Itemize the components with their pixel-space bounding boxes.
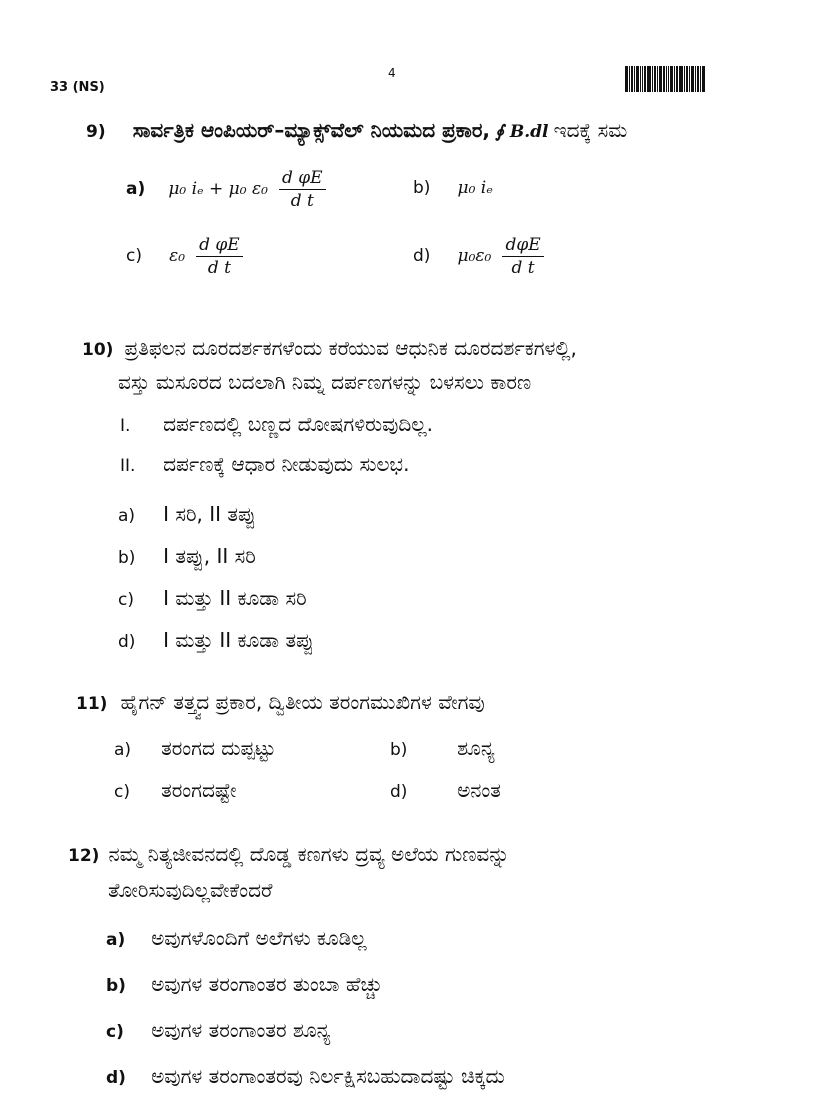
option-label: c) (118, 590, 134, 610)
formula-term: μ₀ iₑ (457, 178, 493, 198)
question-number: 12) (68, 846, 100, 866)
option-text: ಅವುಗಳ ತರಂಗಾಂತರ ತುಂಬಾ ಹೆಚ್ಚು (151, 972, 383, 996)
option-text: ಅನಂತ (457, 778, 501, 802)
question-12 (68, 842, 509, 866)
fraction (196, 235, 243, 278)
option-label: d) (390, 782, 408, 802)
fraction-numerator: d φE (279, 168, 326, 190)
option-9c (126, 235, 243, 278)
option-9a (126, 168, 326, 211)
formula-term: μ₀ε₀ (457, 246, 492, 266)
option-text: ಅವುಗಳೊಂದಿಗೆ ಅಲೆಗಳು ಕೂಡಿಲ್ಲ (151, 926, 367, 950)
integral-expression: ∮ B.dl (495, 122, 549, 142)
option-12d (106, 1064, 505, 1088)
question-number: 10) (82, 340, 114, 360)
barcode (625, 66, 740, 92)
option-label: b) (106, 976, 126, 996)
option-12a (106, 926, 367, 950)
option-label: b) (118, 548, 136, 568)
option-label: a) (126, 179, 146, 199)
fraction-denominator: d t (207, 258, 231, 278)
question-text: ಹೈಗನ್ ತತ್ತ್ವದ ಪ್ರಕಾರ, ದ್ವಿತೀಯ ತರಂಗಮುಖಿಗಳ ವೇಗವು (120, 690, 485, 714)
option-11c (114, 778, 236, 802)
question-10 (82, 336, 577, 360)
question-9 (86, 118, 627, 142)
option-10b (118, 544, 256, 568)
option-label: b) (413, 178, 431, 198)
question-11 (76, 690, 485, 714)
option-text: ತರಂಗದಷ್ಟೇ (161, 778, 237, 802)
option-label: c) (106, 1022, 124, 1042)
question-text-line2: ವಸ್ತು ಮಸೂರದ ಬದಲಾಗಿ ನಿಮ್ನ ದರ್ಪಣಗಳನ್ನು ಬಳಸಲು ಕಾರಣ (118, 370, 532, 394)
option-label: a) (106, 930, 126, 950)
formula-term: ε₀ (169, 246, 186, 266)
statement-2 (120, 452, 409, 476)
statement-label: II. (120, 456, 136, 476)
option-text: I ಮತ್ತು II ಕೂಡಾ ತಪ್ಪು (163, 628, 314, 652)
fraction-numerator: dφE (502, 235, 543, 257)
question-number: 11) (76, 694, 108, 714)
option-label: a) (114, 740, 132, 760)
fraction-denominator: d t (511, 258, 535, 278)
option-11b (390, 736, 495, 760)
option-10a (118, 502, 256, 526)
option-text: I ಮತ್ತು II ಕೂಡಾ ಸರಿ (163, 586, 307, 610)
statement-text: ದರ್ಪಣಕ್ಕೆ ಆಧಾರ ನೀಡುವುದು ಸುಲಭ. (163, 452, 410, 476)
option-label: a) (118, 506, 136, 526)
question-text-end: ಇದಕ್ಕೆ ಸಮ (553, 118, 628, 142)
option-12c (106, 1018, 331, 1042)
option-label: d) (106, 1068, 126, 1088)
option-text: ಅವುಗಳ ತರಂಗಾಂತರವು ನಿರ್ಲಕ್ಷಿಸಬಹುದಾದಷ್ಟು ಚಿಕ್ಕದು (151, 1064, 505, 1088)
fraction-denominator: d t (290, 191, 314, 211)
question-number: 9) (86, 122, 106, 142)
option-label: d) (118, 632, 136, 652)
option-text: I ತಪ್ಪು, II ಸರಿ (163, 544, 256, 568)
option-label: c) (114, 782, 130, 802)
option-10d (118, 628, 314, 652)
paper-code: 33 (NS) (50, 80, 105, 95)
option-text: ಶೂನ್ಯ (457, 736, 495, 760)
page-number: 4 (388, 66, 396, 80)
fraction (502, 235, 543, 278)
statement-1 (120, 412, 433, 436)
option-10c (118, 586, 307, 610)
option-11d (390, 778, 501, 802)
question-text-line1: ಪ್ರತಿಫಲನ ದೂರದರ್ಶಕಗಳೆಂದು ಕರೆಯುವ ಆಧುನಿಕ ದೂರದರ್ಶಕಗಳಲ್ಲಿ, (124, 336, 577, 360)
option-text: ಅವುಗಳ ತರಂಗಾಂತರ ಶೂನ್ಯ (151, 1018, 331, 1042)
option-12b (106, 972, 383, 996)
option-label: b) (390, 740, 408, 760)
formula-term: μ₀ iₑ + μ₀ ε₀ (168, 179, 268, 199)
statement-label: I. (120, 416, 131, 436)
option-text: I ಸರಿ, II ತಪ್ಪು (163, 502, 256, 526)
option-11a (114, 736, 276, 760)
option-9d (413, 235, 544, 278)
fraction-numerator: d φE (196, 235, 243, 257)
option-label: c) (126, 246, 142, 266)
option-label: d) (413, 246, 431, 266)
question-text-line1: ನಮ್ಮ ನಿತ್ಯಜೀವನದಲ್ಲಿ ದೊಡ್ಡ ಕಣಗಳು ದ್ರವ್ಯ ಅಲೆಯ ಗುಣವನ್ನು (108, 842, 510, 866)
question-text-line2: ತೋರಿಸುವುದಿಲ್ಲವೇಕೆಂದರೆ (108, 878, 273, 902)
question-text: ಸಾರ್ವತ್ರಿಕ ಆಂಪಿಯರ್–ಮ್ಯಾಕ್ಸ್‌ವೆಲ್ ನಿಯಮದ ಪ್ರಕಾರ, (132, 118, 491, 142)
option-text: ತರಂಗದ ದುಪ್ಪಟ್ಟು (161, 736, 276, 760)
fraction (279, 168, 326, 211)
statement-text: ದರ್ಪಣದಲ್ಲಿ ಬಣ್ಣದ ದೋಷಗಳಿರುವುದಿಲ್ಲ. (163, 412, 434, 436)
option-9b (413, 178, 493, 198)
